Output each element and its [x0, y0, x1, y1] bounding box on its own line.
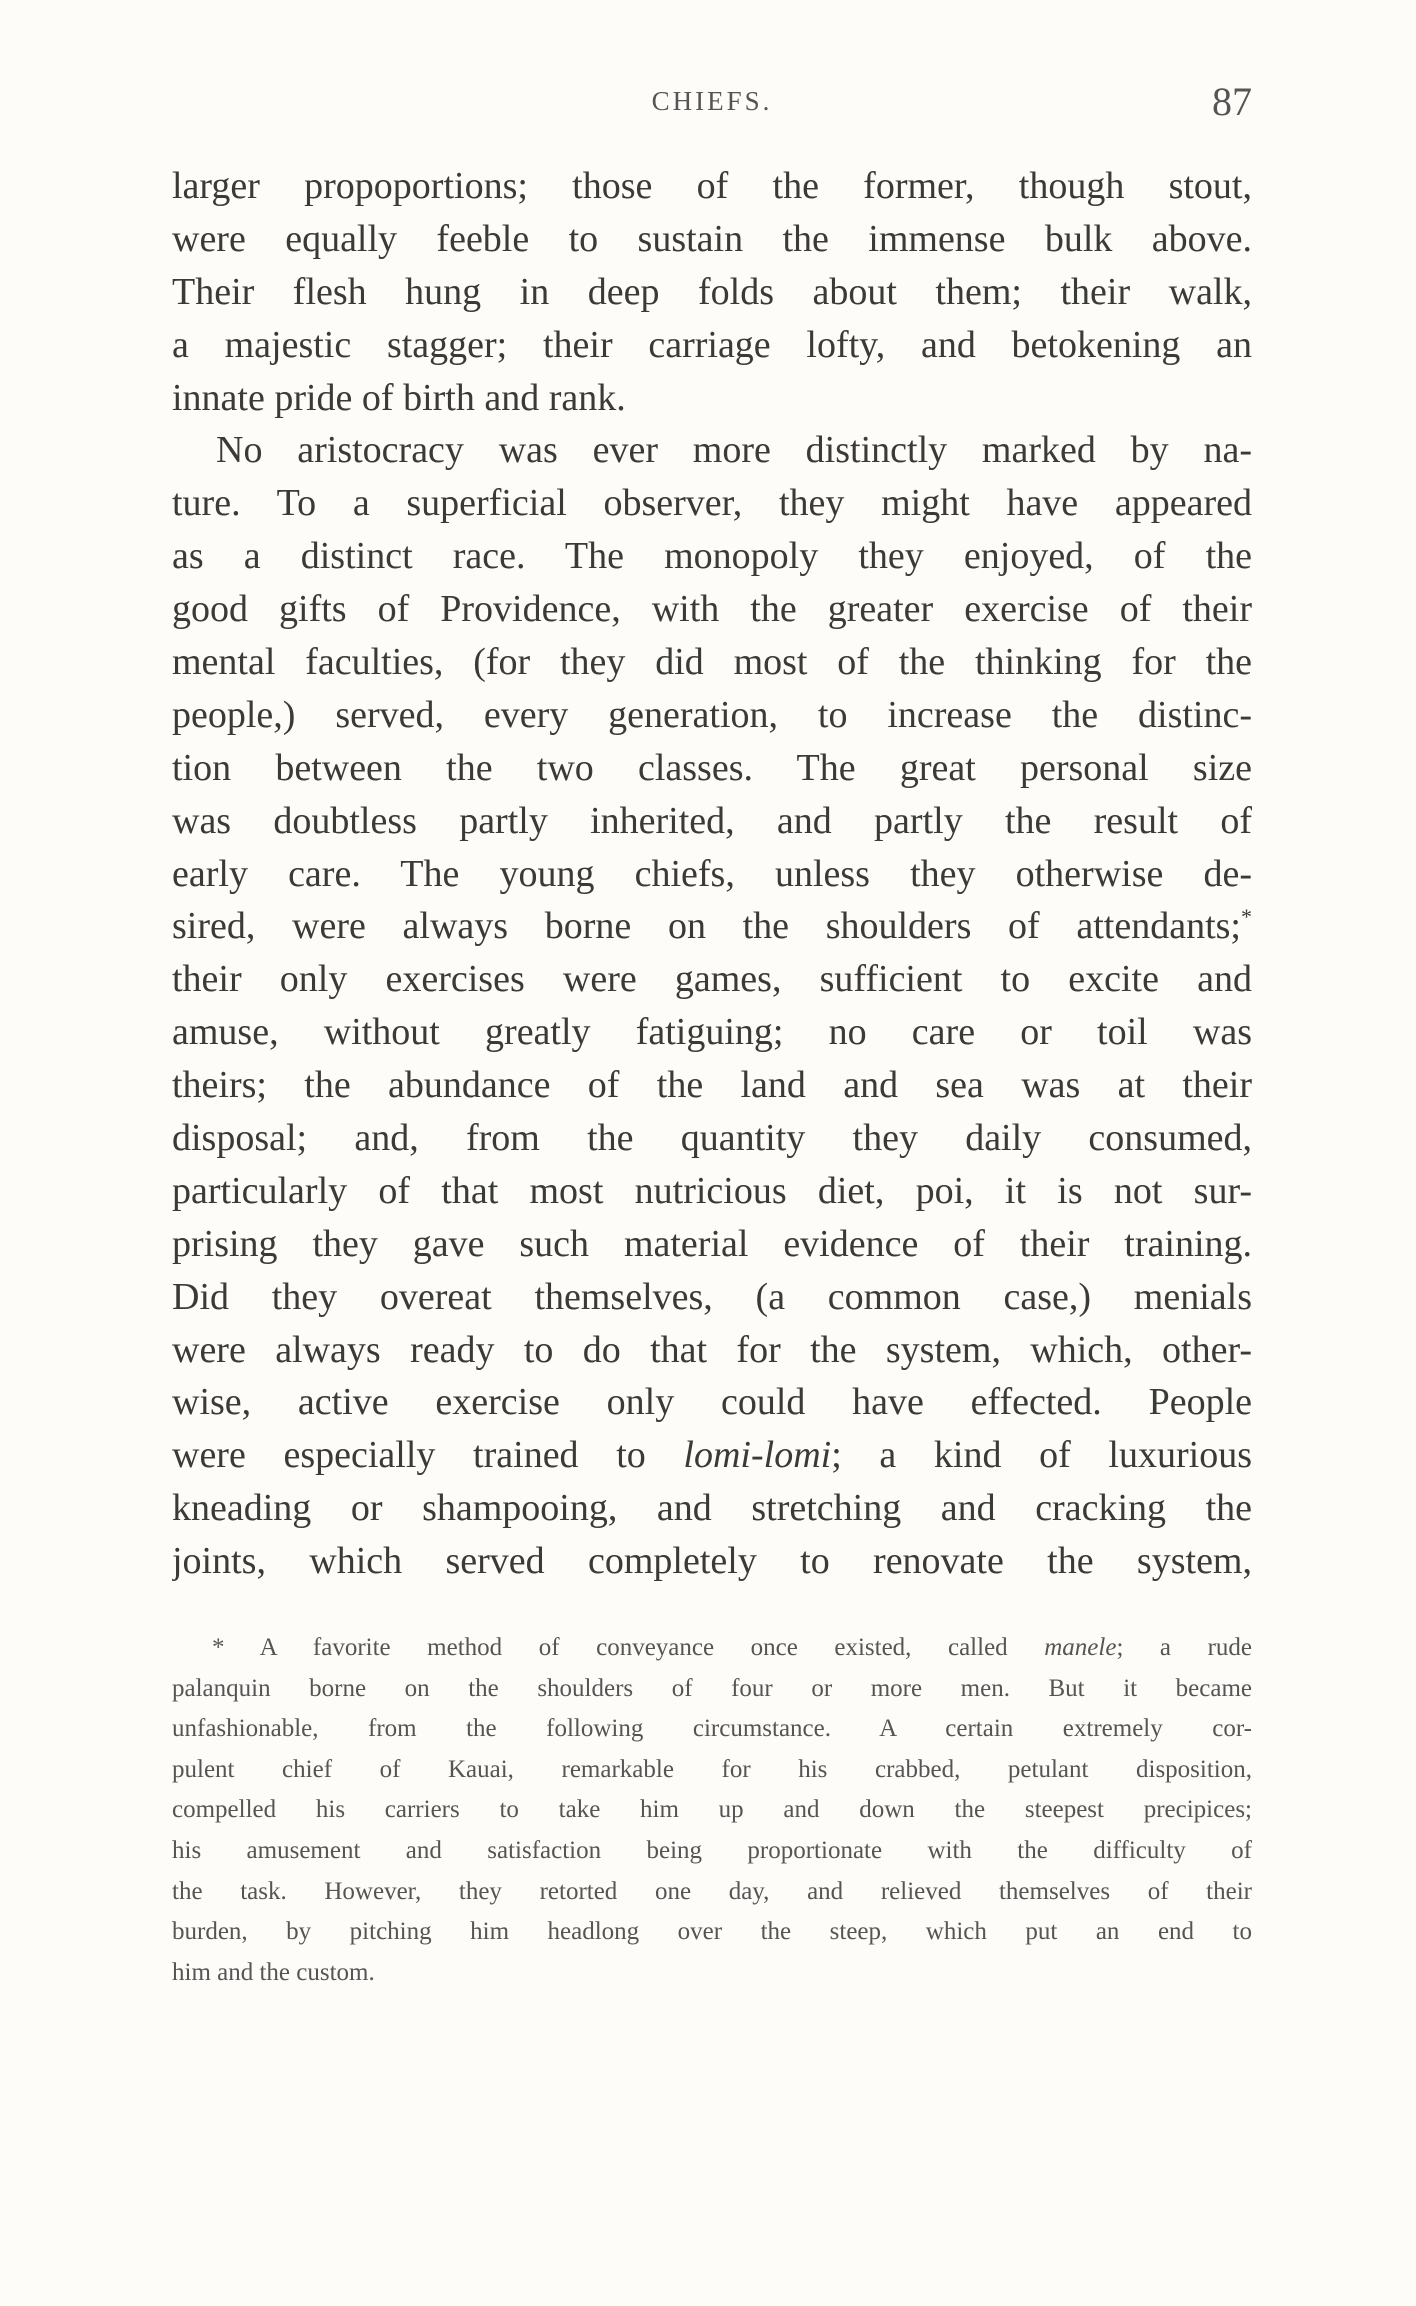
footnote-line: compelled his carriers to take him up and down the steepest precipices;	[172, 1796, 1252, 1824]
text-line: Did they overeat themselves, (a common case,) menials	[172, 1275, 1252, 1318]
text-line: No aristocracy was ever more distinctly marked by na-	[216, 429, 1252, 472]
text-line: prising they gave such material evidence of their training.	[172, 1222, 1252, 1265]
footnote-line: pulent chief of Kauai, remarkable for his crabbed, petulant disposition,	[172, 1755, 1252, 1783]
text-line: good gifts of Providence, with the greater exercise of their	[172, 588, 1252, 631]
page-number: 87	[1212, 79, 1252, 124]
footnote-line: him and the custom.	[172, 1958, 375, 1986]
text-line: their only exercises were games, sufficient to excite and	[172, 958, 1252, 1001]
text-line-with-footnote-ref	[172, 900, 1252, 953]
footnote	[172, 1628, 1252, 1993]
text-line: were equally feeble to sustain the immense bulk above.	[172, 217, 1252, 260]
text-line: amuse, without greatly fatiguing; no care or toil was	[172, 1011, 1252, 1054]
footnote-line: the task. However, they retorted one day, and relieved themselves of their	[172, 1877, 1252, 1905]
text-fragment: A favorite method of conveyance once existed, called	[259, 1634, 1008, 1661]
footnote-line: unfashionable, from the following circumstance. A certain extremely cor-	[172, 1715, 1252, 1743]
text-line: people,) served, every generation, to increase the distinc-	[172, 693, 1252, 736]
text-line: were always ready to do that for the system, which, other-	[172, 1328, 1252, 1371]
footnote-reference[interactable]: *	[1241, 904, 1252, 930]
text-line: early care. The young chiefs, unless they otherwise de-	[172, 852, 1252, 895]
text-line: Their flesh hung in deep folds about them; their walk,	[172, 270, 1252, 313]
text-line: wise, active exercise only could have effected. People	[172, 1381, 1252, 1424]
body-text	[172, 160, 1252, 1588]
italic-term-manele: manele	[1044, 1634, 1117, 1661]
text-line: a majestic stagger; their carriage lofty, and betokening an	[172, 323, 1252, 366]
running-head	[172, 78, 1252, 138]
text-line: tion between the two classes. The great personal size	[172, 746, 1252, 789]
footnote-line: palanquin borne on the shoulders of four or more men. But it became	[172, 1674, 1252, 1702]
text-fragment: sired, were always borne on the shoulders of attendants;	[172, 905, 1241, 948]
text-line: as a distinct race. The monopoly they enjoyed, of the	[172, 535, 1252, 578]
text-line: kneading or shampooing, and stretching and cracking the	[172, 1487, 1252, 1530]
text-line: innate pride of birth and rank.	[172, 376, 626, 419]
footnote-line: his amusement and satisfaction being proportionate with the difficulty of	[172, 1836, 1252, 1864]
footnote-marker: *	[212, 1634, 225, 1661]
text-line: disposal; and, from the quantity they daily consumed,	[172, 1117, 1252, 1160]
text-line: was doubtless partly inherited, and partly the result of	[172, 799, 1252, 842]
text-fragment: ; a kind of luxurious	[831, 1434, 1252, 1477]
footnote-line	[172, 1628, 1252, 1669]
text-line: particularly of that most nutricious diet, poi, it is not sur-	[172, 1169, 1252, 1212]
text-line: larger propoportions; those of the former, though stout,	[172, 165, 1252, 207]
text-line: mental faculties, (for they did most of the thinking for the	[172, 641, 1252, 684]
running-title: CHIEFS.	[651, 86, 773, 116]
text-line: theirs; the abundance of the land and sea was at their	[172, 1064, 1252, 1107]
text-fragment: ; a rude	[1116, 1634, 1252, 1661]
italic-term-lomi-lomi: lomi-lomi	[683, 1434, 832, 1477]
footnote-line: burden, by pitching him headlong over the steep, which put an end to	[172, 1918, 1252, 1946]
text-fragment: were especially trained to	[172, 1434, 646, 1477]
text-line: ture. To a superficial observer, they might have appeared	[172, 482, 1252, 525]
text-line-with-italic-term	[172, 1429, 1252, 1482]
text-line: joints, which served completely to renovate the system,	[172, 1540, 1252, 1583]
